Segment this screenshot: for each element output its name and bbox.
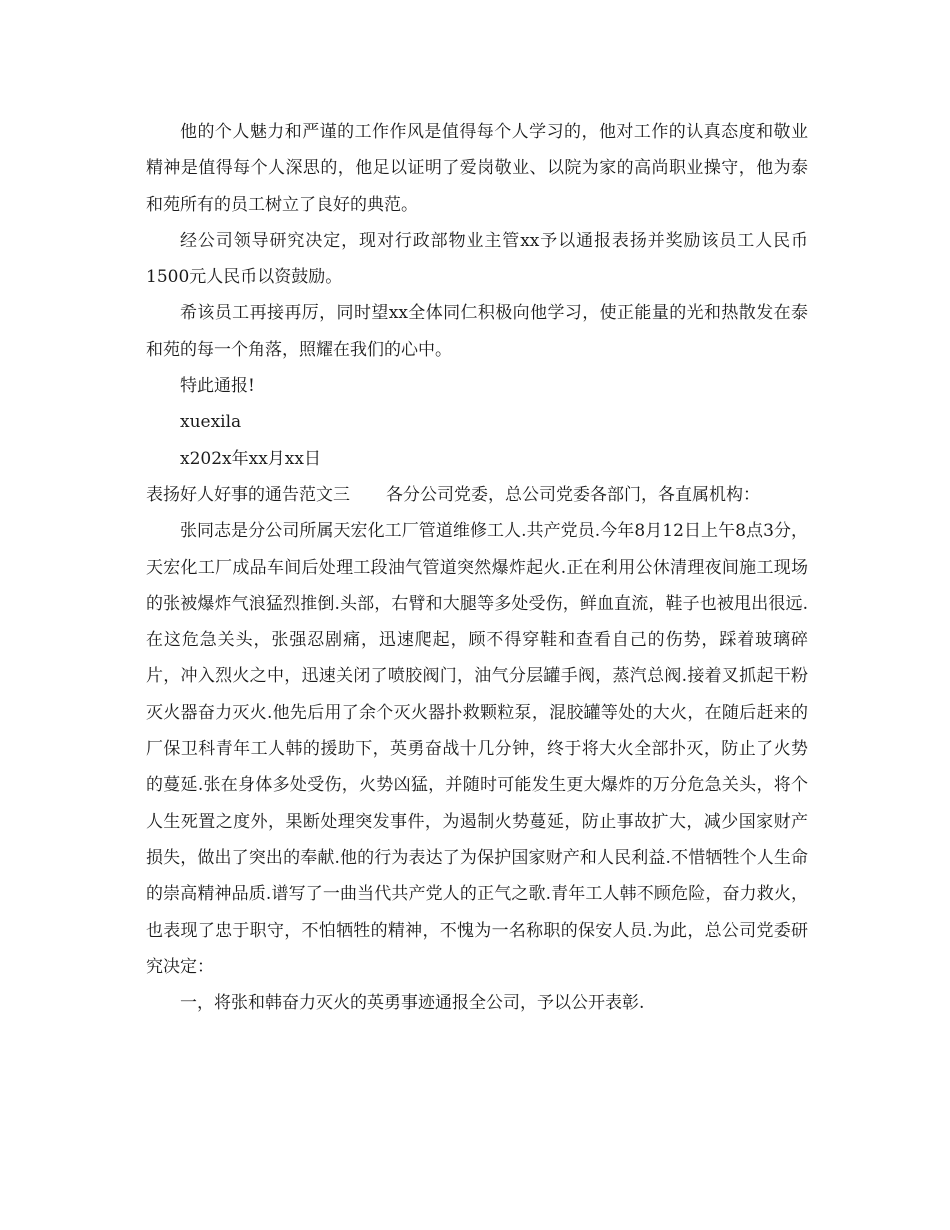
salutation: 各分公司党委，总公司党委各部门，各直属机构： [386, 484, 760, 505]
paragraph-hope: 希该员工再接再厉，同时望xx全体同仁积极向他学习，使正能量的光和热散发在泰和苑的每一个角落，照耀在我们的心中。 [146, 303, 808, 360]
closing-line: 特此通报! [180, 376, 255, 397]
signer-name: xuexila [180, 412, 242, 433]
paragraph-decision: 经公司领导研究决定，现对行政部物业主管xx予以通报表扬并奖励该员工人民币1500元人民币以资鼓励。 [146, 230, 808, 288]
paragraph-praise: 他的个人魅力和严谨的工作作风是值得每个人学习的，他对工作的认真态度和敬业精神是值得每个人深思的，他足以证明了爱岗敬业、以院为家的高尚职业操守，他为泰和苑所有的员工树立了良好的典范。 [146, 122, 808, 215]
section-heading [146, 477, 808, 513]
paragraph-incident: 张同志是分公司所属天宏化工厂管道维修工人.共产党员.今年8月12日上午8点3分，天宏化工厂成品车间后处理工段油气管道突然爆炸起火.正在利用公休清理夜间施工现场的张被爆炸气浪猛烈推倒.头部，右臂和大腿等多处受伤，鲜血直流，鞋子也被甩出很远.在这危急关头，张强忍剧痛，迅速爬起，顾不得穿鞋和查看自己的伤势，踩着玻璃碎片，冲入烈火之中，迅速关闭了喷胶阀门，油气分层罐手阀，蒸汽总阀.接着叉抓起干粉灭火器奋力灭火.他先后用了余个灭火器扑救颗粒泵，混胶罐等处的大火，在随后赶来的厂保卫科青年工人韩的援助下，英勇奋战十几分钟，终于将大火全部扑灭，防止了火势的蔓延.张在身体多处受伤，火势凶猛，并随时可能发生更大爆炸的万分危急关头，将个人生死置之度外，果断处理突发事件，为遏制火势蔓延，防止事故扩大，减少国家财产损失，做出了突出的奉献.他的行为表达了为保护国家财产和人民利益.不惜牺牲个人生命的崇高精神品质.谱写了一曲当代共产党人的正气之歌.青年工人韩不顾危险，奋力救火，也表现了忠于职守，不怕牺牲的精神，不愧为一名称职的保安人员.为此，总公司党委研究决定： [146, 521, 808, 977]
document-date: x202x年xx月xx日 [180, 448, 321, 469]
paragraph-resolution: 一，将张和韩奋力灭火的英勇事迹通报全公司，予以公开表彰. [180, 993, 645, 1014]
document-page [146, 114, 808, 1021]
section-title: 表扬好人好事的通告范文三 [146, 484, 350, 505]
